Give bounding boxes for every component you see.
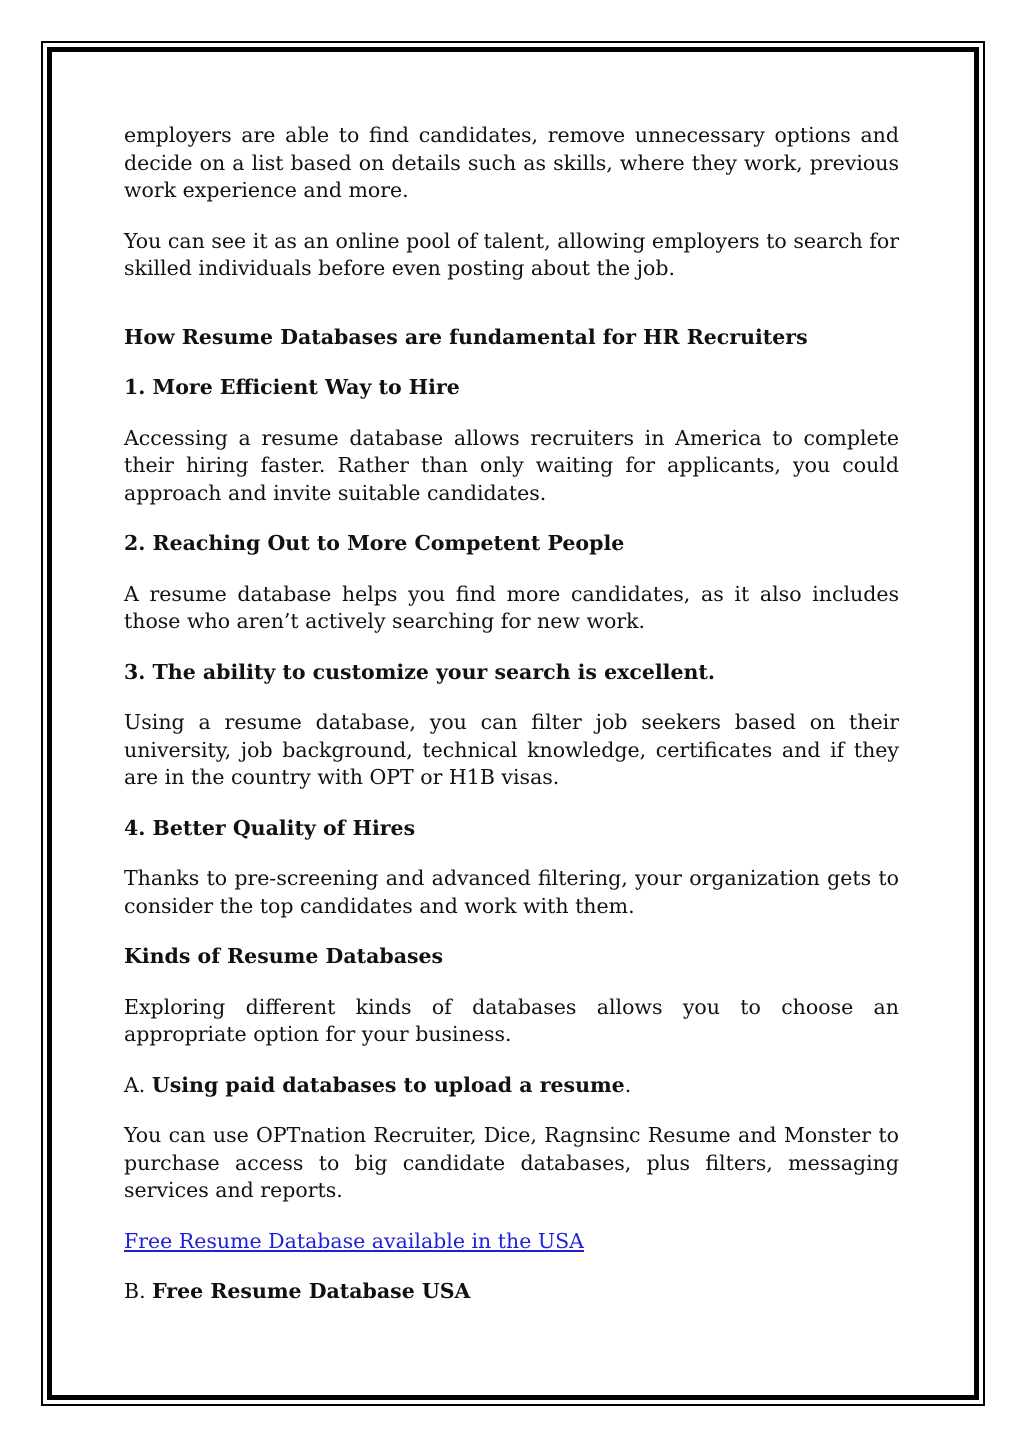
free-database-title: Free Resume Database USA [152,1279,471,1303]
paragraph-intro-continued: employers are able to find candidates, remove unnecessary options and decide on a list based on details such as skills, where they work, previous work experience and more. [124,123,899,202]
paragraph-customize-search: Using a resume database, you can filter job seekers based on their university, job background, technical knowledge, certificates and if they are in the country with OPT or H1B visas. [124,710,899,789]
section-heading-fundamental: How Resume Databases are fundamental for HR Recruiters [124,324,808,349]
paid-databases-title: Using paid databases to upload a resume [151,1072,625,1097]
subheading-efficient-hire: 1. More Efficient Way to Hire [124,375,460,399]
list-marker-b: B. [124,1279,153,1303]
section-heading-kinds: Kinds of Resume Databases [124,944,444,968]
document-body [124,122,899,1306]
free-resume-database-link[interactable]: Free Resume Database available in the USA [124,1228,584,1253]
link-paragraph [124,1228,899,1256]
paragraph-talent-pool: You can see it as an online pool of talent, allowing employers to search for skilled individuals before even posting about the job. [124,228,899,280]
subheading-customize-search: 3. The ability to customize your search is excellent. [124,659,716,684]
paragraph-paid-databases: You can use OPTnation Recruiter, Dice, Ragnsinc Resume and Monster to purchase access to big candidate databases, plus filters, messaging services and reports. [124,1123,899,1202]
list-marker-a: A. [124,1072,152,1097]
subheading-free-database [124,1278,899,1306]
subheading-quality-hires: 4. Better Quality of Hires [124,815,416,840]
paragraph-kinds: Exploring different kinds of databases allows you to choose an appropriate option for your business. [124,994,899,1046]
paragraph-quality-hires: Thanks to pre-screening and advanced filtering, your organization gets to consider the top candidates and work with them. [124,866,899,918]
paragraph-efficient-hire: Accessing a resume database allows recruiters in America to complete their hiring faster. Rather than only waiting for applicants, you could approach and invite suitable candidates. [124,425,899,505]
paragraph-competent-people: A resume database helps you find more candidates, as it also includes those who aren’t actively searching for new work. [124,581,899,633]
paid-databases-period: . [624,1072,632,1097]
subheading-competent-people: 2. Reaching Out to More Competent People [124,531,625,555]
subheading-paid-databases [124,1072,899,1100]
